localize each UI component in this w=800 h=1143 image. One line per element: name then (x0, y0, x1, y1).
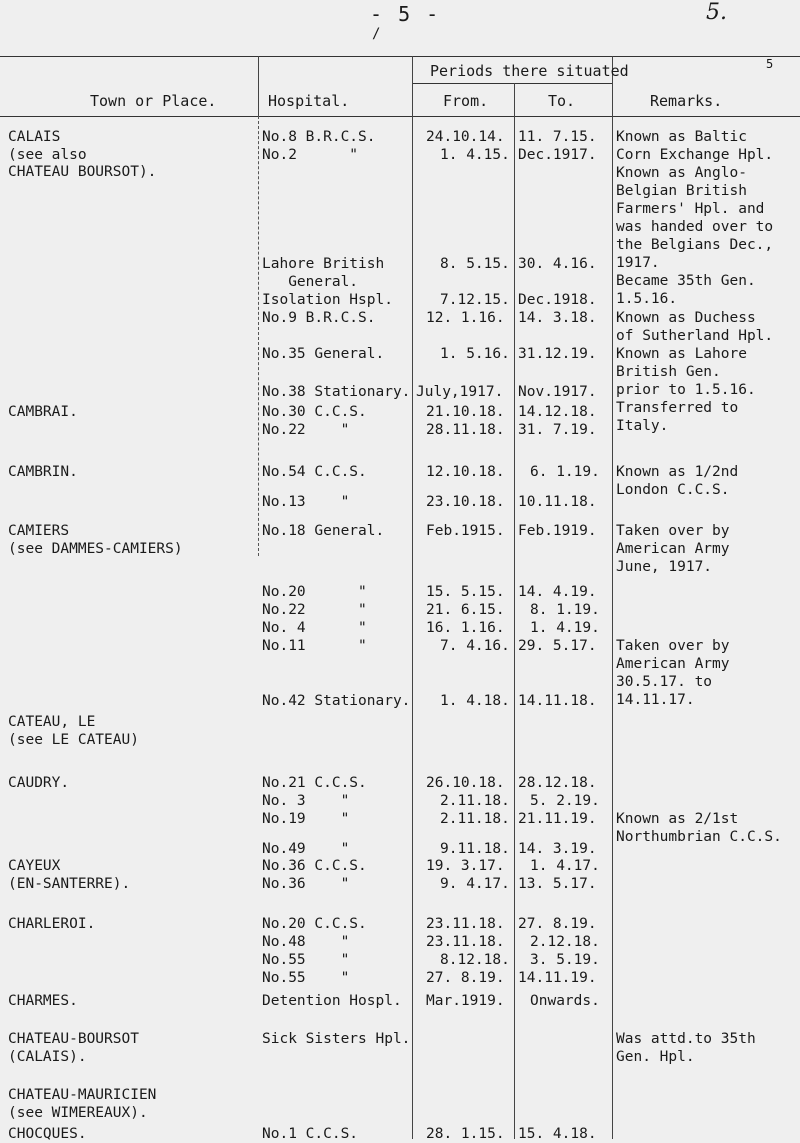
remarks-cell: American Army (616, 541, 730, 557)
to-date-cell: 28.12.18. (518, 775, 597, 791)
to-date-cell: 21.11.19. (518, 811, 597, 827)
town-cell: (EN-SANTERRE). (8, 876, 131, 892)
remarks-cell: American Army (616, 656, 730, 672)
from-date-cell: 8. 5.15. (440, 256, 510, 272)
remarks-cell: Farmers' Hpl. and (616, 201, 765, 217)
from-date-cell: 1. 4.18. (440, 693, 510, 709)
header-from: From. (443, 92, 489, 110)
to-date-cell: 14. 4.19. (518, 584, 597, 600)
hospital-cell: Isolation Hspl. (262, 292, 393, 308)
header-to: To. (548, 92, 576, 110)
column-divider-hospital (412, 56, 413, 1139)
to-date-cell: Feb.1919. (518, 523, 597, 539)
from-date-cell: 23.10.18. (426, 494, 505, 510)
hospital-cell: No.2 " (262, 147, 359, 163)
periods-rule (412, 83, 612, 84)
remarks-cell: Gen. Hpl. (616, 1049, 695, 1065)
hospital-cell: No.18 General. (262, 523, 385, 539)
town-cell: CHARLEROI. (8, 916, 96, 932)
column-divider-remarks (612, 56, 613, 1139)
town-cell: CHOCQUES. (8, 1126, 87, 1142)
remarks-cell: Known as Lahore (616, 346, 747, 362)
remarks-cell: Known as Anglo- (616, 165, 747, 181)
to-date-cell: 1. 4.19. (530, 620, 600, 636)
remarks-cell: 1.5.16. (616, 291, 678, 307)
remarks-cell: London C.C.S. (616, 482, 730, 498)
from-date-cell: 26.10.18. (426, 775, 505, 791)
to-date-cell: 6. 1.19. (530, 464, 600, 480)
from-date-cell: 7. 4.16. (440, 638, 510, 654)
remarks-cell: Was attd.to 35th (616, 1031, 756, 1047)
header-town: Town or Place. (90, 92, 217, 110)
from-date-cell: July,1917. (416, 384, 504, 400)
to-date-cell: Dec.1917. (518, 147, 597, 163)
to-date-cell: 27. 8.19. (518, 916, 597, 932)
from-date-cell: 27. 8.19. (426, 970, 505, 986)
remarks-cell: Taken over by (616, 638, 730, 654)
to-date-cell: 2.12.18. (530, 934, 600, 950)
town-cell: CHATEAU-MAURICIEN (8, 1087, 157, 1103)
hospital-cell: No.38 Stationary. (262, 384, 411, 400)
hospital-cell: No.22 " (262, 422, 350, 438)
remarks-cell: Taken over by (616, 523, 730, 539)
hospital-cell: No.1 C.C.S. (262, 1126, 359, 1142)
from-date-cell: 23.11.18. (426, 934, 505, 950)
to-date-cell: Dec.1918. (518, 292, 597, 308)
remarks-cell: prior to 1.5.16. (616, 382, 756, 398)
town-cell: CHARMES. (8, 993, 78, 1009)
from-date-cell: 2.11.18. (440, 811, 510, 827)
town-cell: (see also (8, 147, 87, 163)
to-date-cell: 13. 5.17. (518, 876, 597, 892)
hospital-cell: No.20 C.C.S. (262, 916, 367, 932)
from-date-cell: 1. 5.16. (440, 346, 510, 362)
remarks-cell: Known as 2/1st (616, 811, 739, 827)
hospital-cell: No.42 Stationary. (262, 693, 411, 709)
to-date-cell: 14.11.18. (518, 693, 597, 709)
from-date-cell: 2.11.18. (440, 793, 510, 809)
remarks-cell: Belgian British (616, 183, 747, 199)
remarks-cell: Became 35th Gen. (616, 273, 756, 289)
hospital-cell: Sick Sisters Hpl. (262, 1031, 411, 1047)
from-date-cell: 12. 1.16. (426, 310, 505, 326)
from-date-cell: 12.10.18. (426, 464, 505, 480)
hospital-cell: No.21 C.C.S. (262, 775, 367, 791)
town-cell: (see DAMMES-CAMIERS) (8, 541, 183, 557)
top-rule (0, 56, 800, 57)
page-number: - 5 - (370, 2, 441, 26)
town-cell: CAMIERS (8, 523, 70, 539)
town-cell: CAYEUX (8, 858, 61, 874)
remarks-cell: the Belgians Dec., (616, 237, 774, 253)
from-date-cell: 28. 1.15. (426, 1126, 505, 1142)
to-date-cell: 14. 3.19. (518, 841, 597, 857)
hospital-cell: No. 3 " (262, 793, 350, 809)
to-date-cell: 5. 2.19. (530, 793, 600, 809)
handwritten-annotation: 5. (706, 0, 727, 25)
hospital-cell: Lahore British (262, 256, 385, 272)
remarks-cell: British Gen. (616, 364, 721, 380)
from-date-cell: 21.10.18. (426, 404, 505, 420)
slash-mark: / (372, 26, 381, 42)
to-date-cell: 31. 7.19. (518, 422, 597, 438)
from-date-cell: 15. 5.15. (426, 584, 505, 600)
hospital-cell: No.30 C.C.S. (262, 404, 367, 420)
hospital-cell: No.8 B.R.C.S. (262, 129, 376, 145)
header-hospital: Hospital. (268, 92, 350, 110)
remarks-cell: Known as Baltic (616, 129, 747, 145)
from-date-cell: Feb.1915. (426, 523, 505, 539)
hospital-cell: No.9 B.R.C.S. (262, 310, 376, 326)
hospital-cell: No.22 " (262, 602, 367, 618)
to-date-cell: 10.11.18. (518, 494, 597, 510)
remarks-cell: Northumbrian C.C.S. (616, 829, 782, 845)
hospital-cell: No.19 " (262, 811, 350, 827)
hospital-cell: No.48 " (262, 934, 350, 950)
hospital-cell: Detention Hospl. (262, 993, 402, 1009)
remarks-cell: 1917. (616, 255, 660, 271)
hospital-cell: No.13 " (262, 494, 350, 510)
remarks-cell: Known as 1/2nd (616, 464, 739, 480)
to-date-cell: 14.12.18. (518, 404, 597, 420)
town-cell: CALAIS (8, 129, 61, 145)
hospital-cell: No. 4 " (262, 620, 367, 636)
town-cell: (see WIMEREAUX). (8, 1105, 148, 1121)
from-date-cell: 1. 4.15. (440, 147, 510, 163)
remarks-cell: Transferred to (616, 400, 739, 416)
hospital-cell: No.49 " (262, 841, 350, 857)
remarks-cell: 14.11.17. (616, 692, 695, 708)
hospital-cell: No.36 " (262, 876, 350, 892)
column-divider-town (258, 56, 259, 116)
to-date-cell: Onwards. (530, 993, 600, 1009)
hospital-cell: No.35 General. (262, 346, 385, 362)
remarks-cell: Corn Exchange Hpl. (616, 147, 774, 163)
header-rule (0, 116, 800, 117)
to-date-cell: 14.11.19. (518, 970, 597, 986)
from-date-cell: 9. 4.17. (440, 876, 510, 892)
to-date-cell: 30. 4.16. (518, 256, 597, 272)
from-date-cell: 8.12.18. (440, 952, 510, 968)
to-date-cell: 15. 4.18. (518, 1126, 597, 1142)
to-date-cell: 31.12.19. (518, 346, 597, 362)
to-date-cell: 3. 5.19. (530, 952, 600, 968)
town-cell: (CALAIS). (8, 1049, 87, 1065)
header-periods: Periods there situated (430, 62, 629, 80)
to-date-cell: 14. 3.18. (518, 310, 597, 326)
hospital-cell: No.36 C.C.S. (262, 858, 367, 874)
from-date-cell: 16. 1.16. (426, 620, 505, 636)
town-cell: CAMBRIN. (8, 464, 78, 480)
column-divider-from-to (514, 83, 515, 1139)
to-date-cell: 11. 7.15. (518, 129, 597, 145)
to-date-cell: Nov.1917. (518, 384, 597, 400)
from-date-cell: 28.11.18. (426, 422, 505, 438)
to-date-cell: 29. 5.17. (518, 638, 597, 654)
remarks-cell: of Sutherland Hpl. (616, 328, 774, 344)
hospital-cell: No.55 " (262, 970, 350, 986)
remarks-cell: June, 1917. (616, 559, 713, 575)
town-cell: (see LE CATEAU) (8, 732, 139, 748)
hospital-cell: No.54 C.C.S. (262, 464, 367, 480)
town-cell: CAUDRY. (8, 775, 70, 791)
from-date-cell: 19. 3.17. (426, 858, 505, 874)
from-date-cell: 7.12.15. (440, 292, 510, 308)
from-date-cell: 21. 6.15. (426, 602, 505, 618)
column-divider-town-dashed (258, 116, 259, 556)
to-date-cell: 1. 4.17. (530, 858, 600, 874)
from-date-cell: 24.10.14. (426, 129, 505, 145)
hospital-cell: General. (262, 274, 359, 290)
remarks-cell: Italy. (616, 418, 669, 434)
handwritten-annotation-small: 5 (766, 57, 774, 71)
hospital-cell: No.11 " (262, 638, 367, 654)
header-remarks: Remarks. (650, 92, 723, 110)
remarks-cell: 30.5.17. to (616, 674, 713, 690)
town-cell: CATEAU, LE (8, 714, 96, 730)
town-cell: CAMBRAI. (8, 404, 78, 420)
from-date-cell: 9.11.18. (440, 841, 510, 857)
remarks-cell: Known as Duchess (616, 310, 756, 326)
from-date-cell: 23.11.18. (426, 916, 505, 932)
town-cell: CHATEAU-BOURSOT (8, 1031, 139, 1047)
remarks-cell: was handed over to (616, 219, 774, 235)
hospital-cell: No.20 " (262, 584, 367, 600)
to-date-cell: 8. 1.19. (530, 602, 600, 618)
from-date-cell: Mar.1919. (426, 993, 505, 1009)
town-cell: CHATEAU BOURSOT). (8, 164, 157, 180)
hospital-cell: No.55 " (262, 952, 350, 968)
